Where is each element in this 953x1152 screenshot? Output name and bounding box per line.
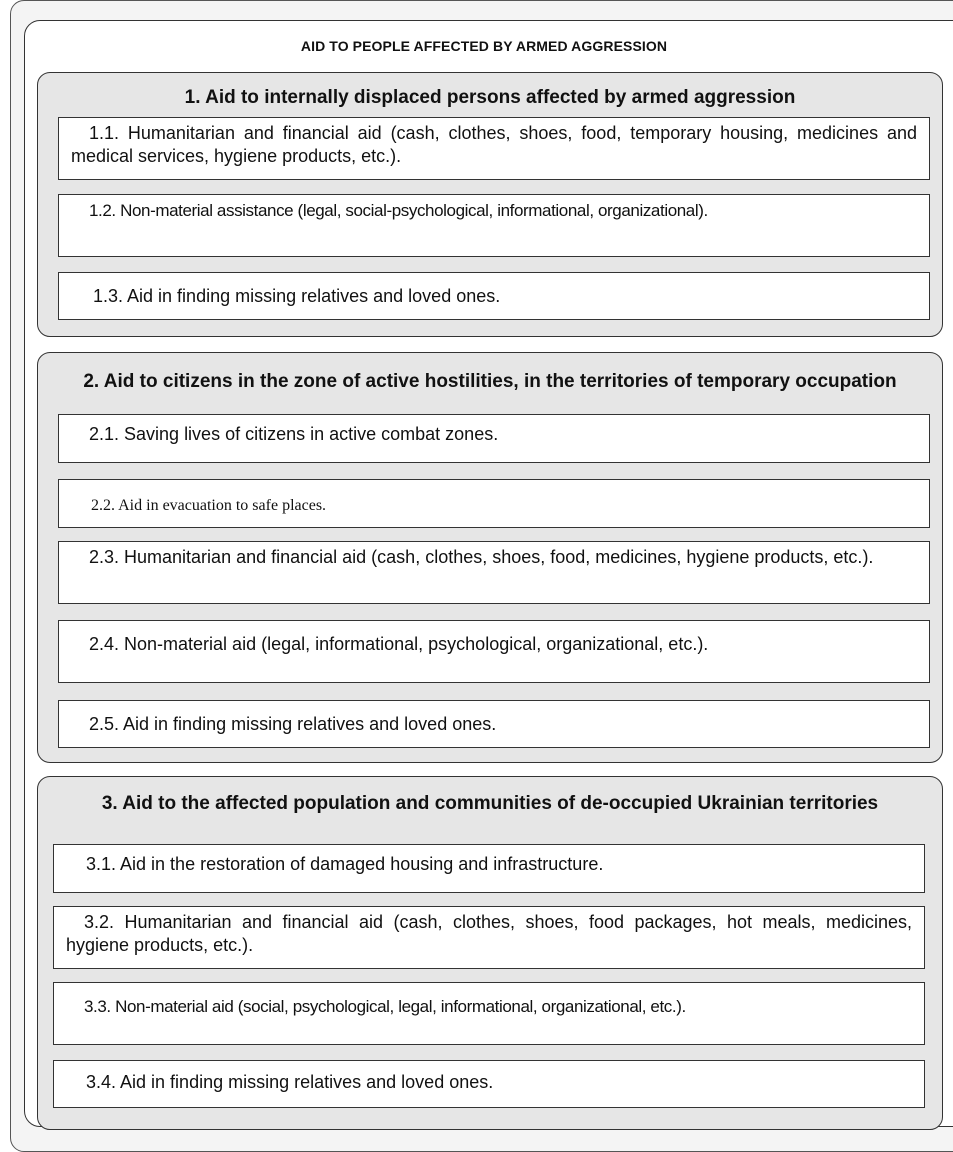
group-1-title: 1. Aid to internally displaced persons affected by armed aggression xyxy=(184,87,796,108)
item-3-3: 3.3. Non-material aid (social, psychological, legal, informational, organizational, etc.). xyxy=(53,982,925,1045)
diagram-title: AID TO PEOPLE AFFECTED BY ARMED AGGRESSION xyxy=(300,38,668,54)
item-1-3: 1.3. Aid in finding missing relatives and loved ones. xyxy=(58,272,930,320)
group-2-title: 2. Aid to citizens in the zone of active hostilities, in the territories of temporary occupation xyxy=(83,371,897,392)
item-2-1: 2.1. Saving lives of citizens in active combat zones. xyxy=(58,414,930,463)
item-2-2: 2.2. Aid in evacuation to safe places. xyxy=(58,479,930,528)
item-2-4: 2.4. Non-material aid (legal, informational, psychological, organizational, etc.). xyxy=(58,620,930,683)
item-1-1: 1.1. Humanitarian and financial aid (cash, clothes, shoes, food, temporary housing, medicines and medical services, hygiene products, etc.). xyxy=(58,117,930,180)
item-3-2: 3.2. Humanitarian and financial aid (cash, clothes, shoes, food packages, hot meals, medicines, hygiene products, etc.). xyxy=(53,906,925,969)
item-1-2: 1.2. Non-material assistance (legal, social-psychological, informational, organizational). xyxy=(58,194,930,257)
group-3-title: 3. Aid to the affected population and communities of de-occupied Ukrainian territories xyxy=(101,793,879,814)
item-2-5: 2.5. Aid in finding missing relatives and loved ones. xyxy=(58,700,930,748)
item-3-1: 3.1. Aid in the restoration of damaged housing and infrastructure. xyxy=(53,844,925,893)
item-2-3: 2.3. Humanitarian and financial aid (cash, clothes, shoes, food, medicines, hygiene products, etc.). xyxy=(58,541,930,604)
item-3-4: 3.4. Aid in finding missing relatives and loved ones. xyxy=(53,1060,925,1108)
